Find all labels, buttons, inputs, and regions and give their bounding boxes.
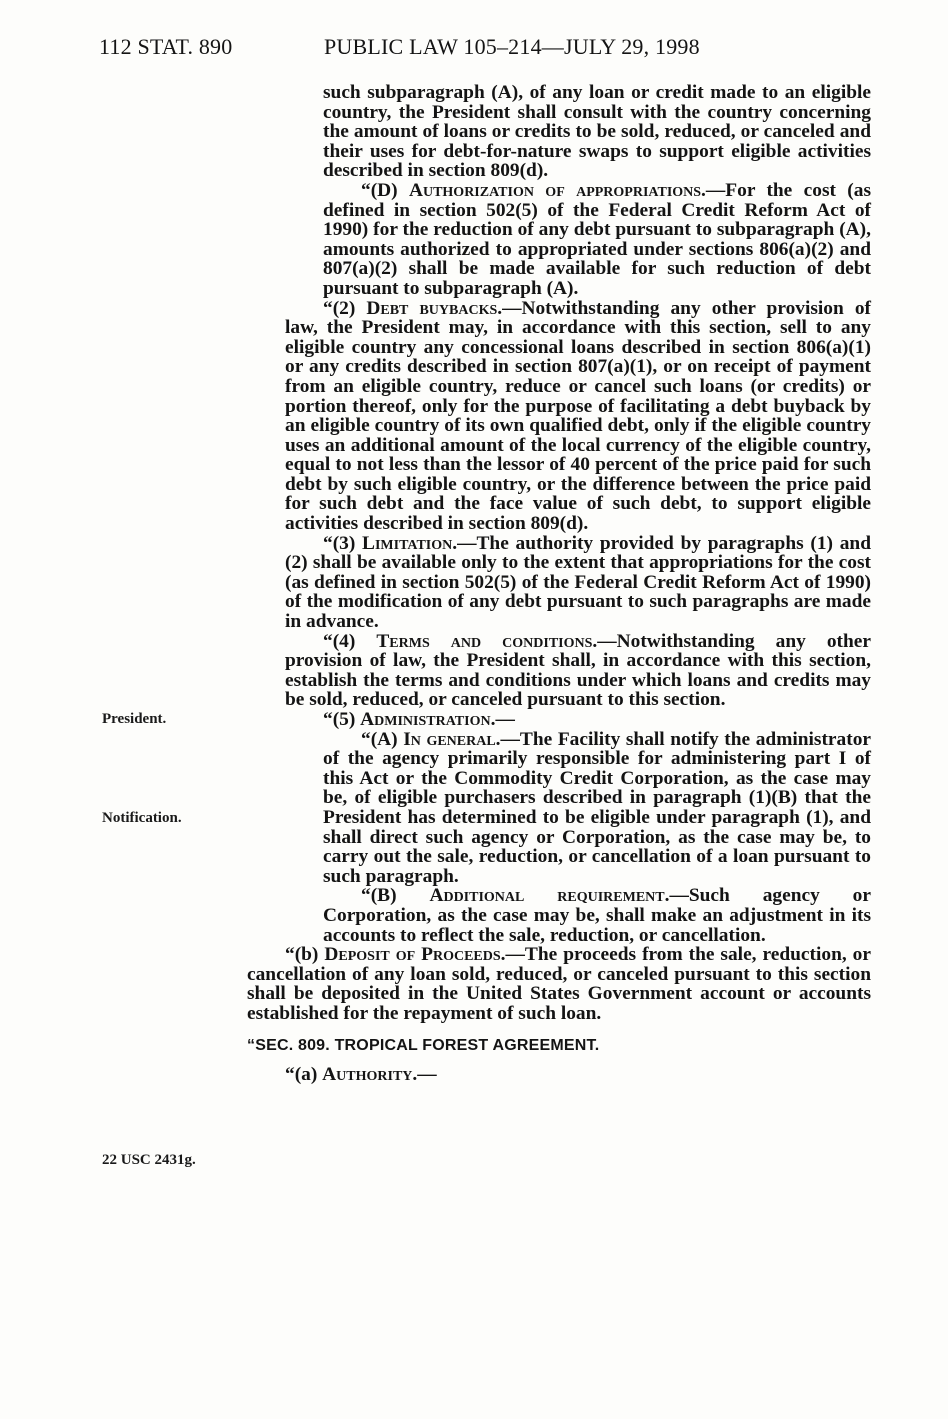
paragraph-heading: Terms and conditions. bbox=[376, 630, 598, 652]
paragraph-heading: Additional requirement. bbox=[429, 885, 670, 907]
paragraph-heading: Limitation. bbox=[362, 532, 458, 554]
paragraph-2-debt-buybacks: “(2) Debt buybacks.—Notwithstanding any other provision of law, the President may, in accordance with this section, sell to any eligible country any concessional loans described in section 806(a)(1) or any credits described in section 807(a)(1), or on receipt of payment from an eligible country, reduce or cancel such loans (or credits) or portion thereof, only for the purpose of facilitating a debt buyback by an eligible country of its own qualified debt, only if the eligible country uses an additional amount of the local currency of the eligible country, equal to not less than the lessor of 40 percent of the price paid for such debt by such eligible country, or the difference between the price paid for such debt and the face value of such debt, to support eligible activities described in section 809(d). bbox=[285, 297, 871, 535]
paragraph-b-deposit-of-proceeds: “(b) Deposit of Proceeds.—The proceeds from the sale, reduction, or cancellation of any loan sold, reduced, or canceled pursuant to this section shall be deposited in the United States Government account or accounts established for the repayment of such loan. bbox=[247, 944, 871, 1024]
paragraph-a-in-general: “(A) In general.—The Facility shall notify the administrator of the agency primarily responsible for administering part I of this Act or the Commodity Credit Corporation, as the case may be, of eligible purchasers described in paragraph (1)(B) that the President has determined to be eligible under paragraph (1), and shall direct such agency or Corporation, as the case may be, to carry out the sale, reduction, or cancellation of a loan pursuant to such paragraph. bbox=[323, 728, 871, 887]
paragraph-heading: Authorization of appropriations. bbox=[408, 179, 706, 201]
paragraph-heading: Debt buybacks. bbox=[366, 297, 503, 319]
margin-note-president: President. bbox=[102, 711, 167, 727]
section-heading: “SEC. 809. TROPICAL FOREST AGREEMENT. bbox=[247, 1036, 600, 1054]
paragraph-heading: Administration. bbox=[360, 709, 496, 730]
paragraph-a-authority: “(a) Authority.— bbox=[285, 1064, 437, 1086]
paragraph-heading: Deposit of Proceeds. bbox=[324, 944, 506, 966]
statute-body bbox=[247, 82, 872, 1086]
paragraph-4-terms-and-conditions: “(4) Terms and conditions.—Notwithstanding any other provision of law, the President shall, in accordance with this section, establish the terms and conditions under which loans and credits may be sold, reduced, or canceled pursuant to this section. bbox=[285, 630, 871, 711]
paragraph-b-additional-requirement: “(B) Additional requirement.—Such agency or Corporation, as the case may be, shall make an adjustment in its accounts to reflect the sale, reduction, or cancellation. bbox=[323, 885, 871, 946]
margin-note-usc-citation: 22 USC 2431g. bbox=[102, 1152, 196, 1168]
paragraph-5-administration: “(5) Administration.— bbox=[323, 709, 515, 730]
paragraph-d-authorization: “(D) Authorization of appropriations.—For the cost (as defined in section 502(5) of the Federal Credit Reform Act of 1990) for the reduction of any debt pursuant to subparagraph (A), amounts authorized to appropriated under sections 806(a)(2) and 807(a)(2) shall be made available for such reduction of debt pursuant to subparagraph (A). bbox=[323, 179, 871, 299]
stat-reference: 112 STAT. 890 bbox=[99, 34, 233, 59]
paragraph-heading: Authority. bbox=[322, 1064, 418, 1086]
running-head bbox=[99, 34, 870, 64]
margin-note-notification: Notification. bbox=[102, 810, 182, 826]
paragraph-consultation: such subparagraph (A), of any loan or credit made to an eligible country, the President shall consult with the country concerning the amount of loans or credits to be sold, reduced, or canceled and their uses for debt-for-nature swaps to support eligible activities described in section 809(d). bbox=[323, 82, 871, 182]
public-law-reference: PUBLIC LAW 105–214—JULY 29, 1998 bbox=[324, 34, 700, 59]
paragraph-heading: In general. bbox=[403, 728, 501, 750]
paragraph-3-limitation: “(3) Limitation.—The authority provided by paragraphs (1) and (2) shall be available only to the extent that appropriations for the cost (as defined in section 502(5) of the Federal Credit Reform Act of 1990) of the modification of any debt pursuant to such paragraphs are made in advance. bbox=[285, 532, 872, 633]
